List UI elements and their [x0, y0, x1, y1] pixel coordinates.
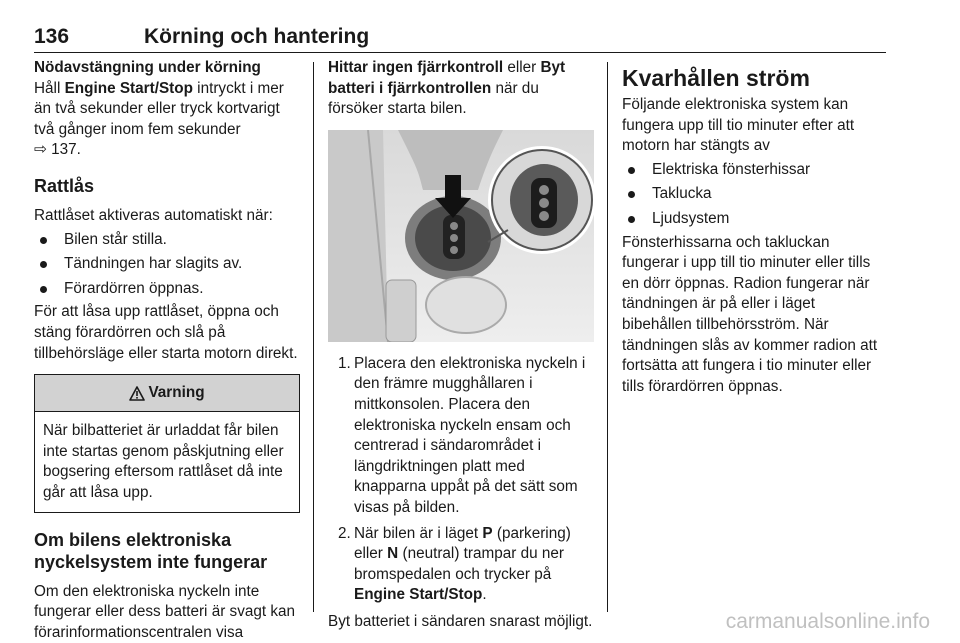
warning-box [34, 374, 300, 512]
watermark: carmanualsonline.info [726, 610, 930, 634]
warning-triangle-icon [129, 386, 145, 401]
arrow-reference-icon: ⇨ [34, 141, 47, 158]
list-item: Ljudsystem [622, 209, 888, 230]
list-item: Elektriska fönsterhissar [622, 160, 888, 181]
bullet-icon [628, 216, 635, 223]
warning-text: När bilbatteriet är urladdat får bilen inte startas genom påskjutning eller bogsering eftersom rattlåset då inte går att låsa upp. [35, 412, 299, 511]
bullet-icon [40, 237, 47, 244]
retained-power-list [622, 160, 888, 230]
key-in-cupholder-illustration [328, 130, 594, 342]
retained-power-text: Fönsterhissarna och takluckan fungerar i upp till tio minuter eller tills en dörr öppnas. Radion fungerar när tändningen är på eller i läget bibehållen tillbehörsström. När tändningen slås av kommer radion att fortsätta att fungera i tio minuter eller tills förardörren öppnas. [622, 233, 888, 398]
column-middle [328, 58, 594, 633]
message-no-remote: Hittar ingen fjärrkontroll [328, 59, 503, 76]
list-item: Förardörren öppnas. [34, 279, 300, 300]
chapter-title: Körning och hantering [144, 25, 369, 49]
bullet-icon [40, 286, 47, 293]
list-item: Tändningen har slagits av. [34, 254, 300, 275]
step-item: 1. Placera den elektroniska nyckeln i den främre mugghållaren i mittkonsolen. Placera den elektroniska nyckeln ensam och centrerad i sändarområdet i längdriktningen platt med knapparna uppåt på det sätt som visas på bilden. [328, 354, 594, 519]
gear-p-label: P [482, 525, 492, 542]
emergency-heading: Nödavstängning under körning [34, 58, 300, 79]
key-failure-heading: Om bilens elektroniska nyckelsystem inte fungerar [34, 529, 300, 573]
column-left [34, 58, 300, 643]
engine-start-stop-label: Engine Start/Stop [354, 586, 482, 603]
column-divider [607, 62, 608, 612]
key-failure-text: Om den elektroniska nyckeln inte fungerar eller dess batteri är svagt kan förarinformationscentralen visa [34, 582, 300, 643]
warning-title: Varning [148, 383, 204, 404]
column-divider [313, 62, 314, 612]
battery-note: Byt batteriet i sändaren snarast möjligt. [328, 612, 594, 633]
bullet-icon [628, 191, 635, 198]
page-number: 136 [34, 25, 69, 49]
key-message-text: Hittar ingen fjärrkontroll eller Byt batteri i fjärrkontrollen när du försöker starta bilen. [328, 58, 594, 120]
column-right [622, 58, 888, 397]
step-item: 2. När bilen är i läget P (parkering) eller N (neutral) trampar du ner bromspedalen och trycker på Engine Start/Stop. [328, 524, 594, 606]
steering-lock-list [34, 230, 300, 300]
bullet-icon [628, 167, 635, 174]
emergency-text: Håll Engine Start/Stop intryckt i mer än två sekunder eller tryck kortvarigt två gånger inom fem sekunder ⇨ 137. [34, 79, 300, 161]
bullet-icon [40, 261, 47, 268]
engine-start-stop-label: Engine Start/Stop [65, 80, 193, 97]
page-header [34, 22, 886, 53]
steering-lock-intro: Rattlåset aktiveras automatiskt när: [34, 206, 300, 227]
steering-lock-heading: Rattlås [34, 175, 300, 197]
gear-n-label: N [387, 545, 398, 562]
list-item: Taklucka [622, 184, 888, 205]
retained-power-heading: Kvarhållen ström [622, 64, 888, 92]
list-item: Bilen står stilla. [34, 230, 300, 251]
steering-lock-unlock: För att låsa upp rattlåset, öppna och stäng förardörren och slå på tillbehörsläge eller starta motorn direkt. [34, 302, 300, 364]
warning-header [35, 375, 299, 412]
retained-power-intro: Följande elektroniska system kan fungera upp till tio minuter efter att motorn har stängts av [622, 95, 888, 157]
instruction-steps [328, 354, 594, 606]
page-reference: 137. [47, 141, 81, 158]
message-replace-battery: Byt batteri i fjärrkontrollen [328, 59, 565, 97]
